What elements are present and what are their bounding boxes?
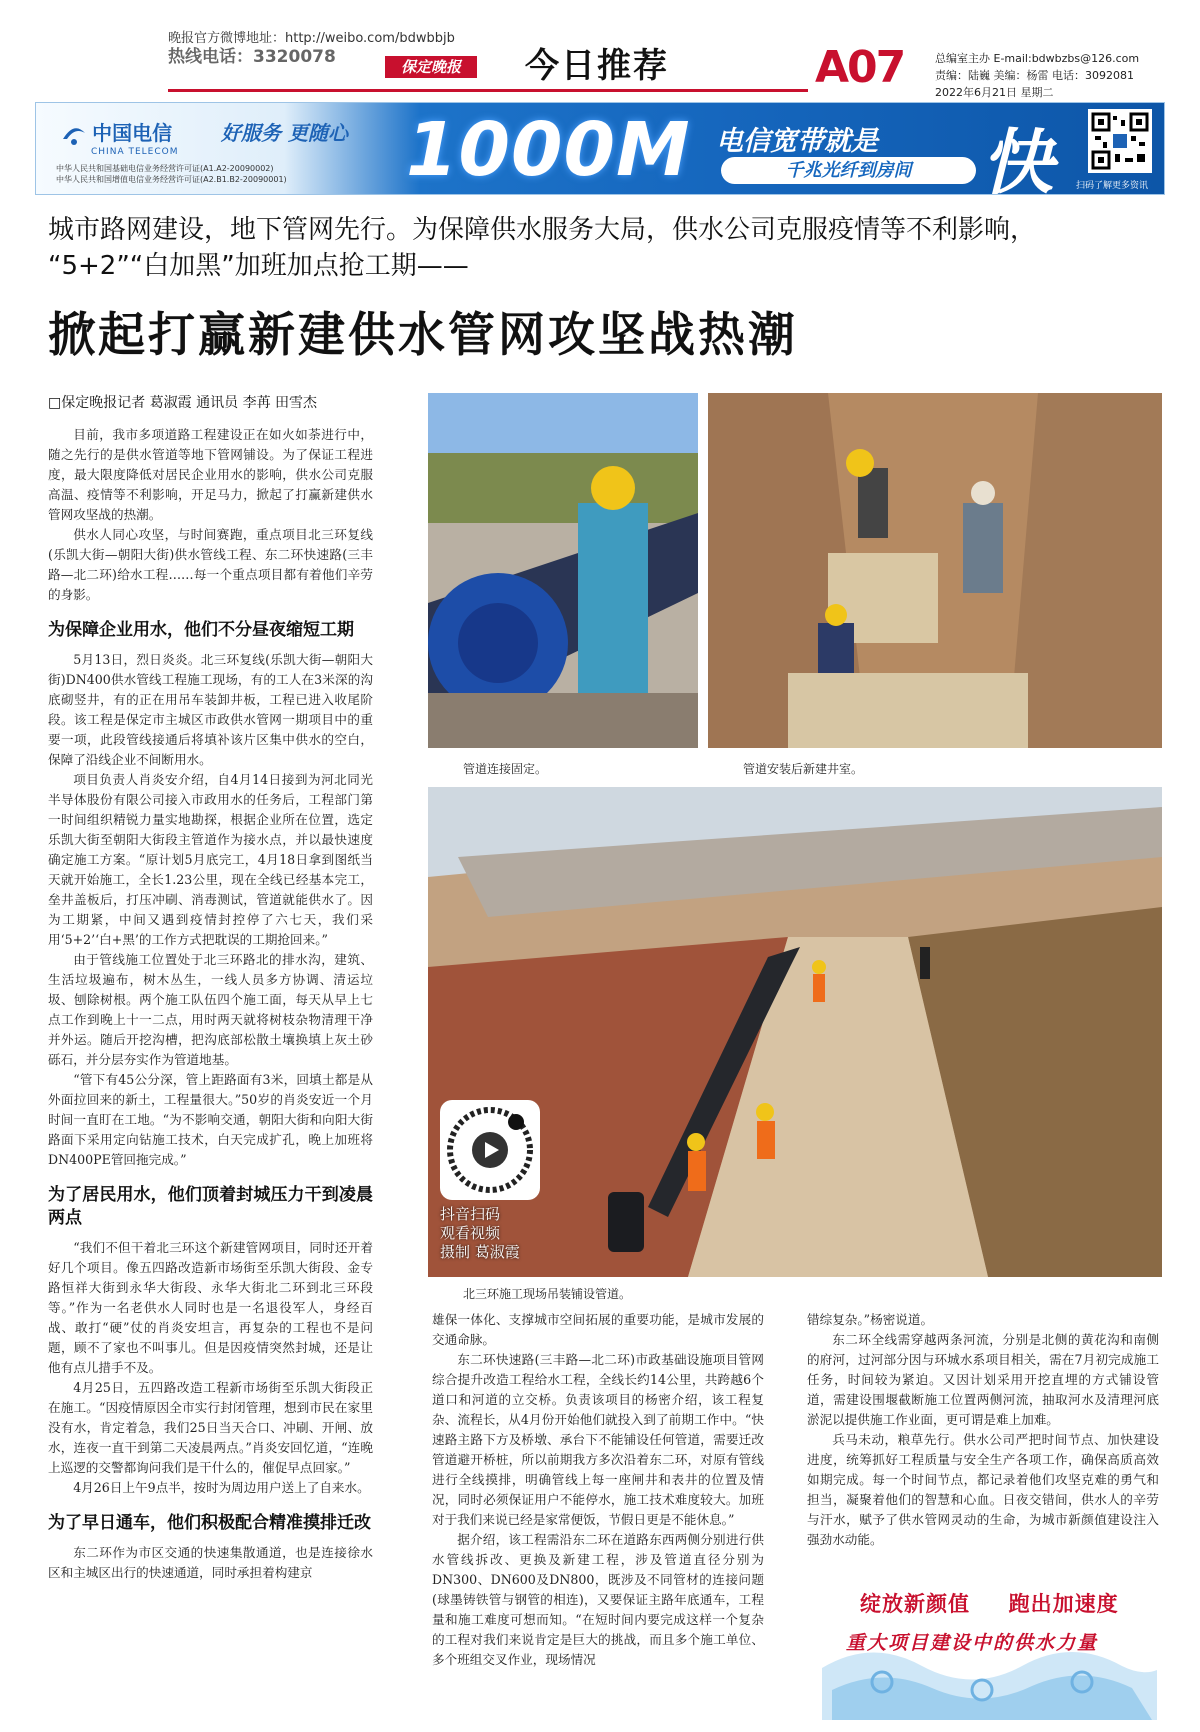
douyin-qr-card[interactable] <box>440 1100 540 1200</box>
pretitle-line-1: 城市路网建设，地下管网先行。为保障供水服务大局，供水公司克服疫情等不利影响， <box>48 215 1037 245</box>
photo-caption-2: 管道安装后新建井室。 <box>743 762 864 776</box>
paragraph: 4月25日，五四路改造工程新市场街至乐凯大街段正在施工。“因疫情原因全市实行封闭管理，想到市民在家里没有水，肯定着急，我们25日当天合口、冲刷、开闸、放水，连夜一直干到第二天凌晨两点。”肖炎安回忆道，“连晚上巡逻的交警都询问我们是干什么的，催促早点回家。” <box>48 1380 373 1475</box>
qr-text-3: 摄制 葛淑霞 <box>440 1243 520 1261</box>
article-column-2 <box>432 1310 764 1670</box>
telecom-ad-banner[interactable] <box>35 102 1165 195</box>
photo-pipe-laying <box>428 787 1162 1277</box>
paragraph: 东二环快速路(三丰路—北二环)市政基础设施项目管网综合提升改造工程给水工程，全线长约14公里，共跨越6个道口和河道的立交桥。负责该项目的杨密介绍，该工程复杂、流程长，从4月份开始他们就投入到了前期工作中。“快速路主路下方及桥墩、承台下不能铺设任何管道，需要迁改管道避开桥桩，所以前期我方多次沿着东二环，对原有管线进行全线摸排，明确管线上每一座闸井和表井的位置及情况，同时必须保证用户不能停水，施工技术难度较大。加班对于我们来说已经是家常便饭，节假日更是不能休息。” <box>432 1352 764 1527</box>
telecom-brand-en: CHINA TELECOM <box>91 146 179 157</box>
subheading-3: 为了早日通车，他们积极配合精准摸排迁改 <box>48 1513 371 1533</box>
article-column-3 <box>807 1310 1159 1550</box>
series-banner-line-2: 重大项目建设中的供水力量 <box>846 1632 1099 1654</box>
pretitle <box>48 212 1168 284</box>
ad-speed: 1000M <box>406 107 691 193</box>
byline: □保定晚报记者 葛淑霞 通讯员 李苒 田雪杰 <box>48 395 318 411</box>
paragraph: “管下有45公分深，管上距路面有3米，回填土都是从外面拉回来的新土，工程量很大。”50岁的肖炎安近一个月时间一直盯在工地。“为不影响交通，朝阳大街和向阳大街路面下采用定向钻施工技术，白天完成扩孔，晚上加班将DN400PE管回拖完成。” <box>48 1072 373 1167</box>
paragraph: 东二环全线需穿越两条河流，分别是北侧的黄花沟和南侧的府河，过河部分因与环城水系项目相关，需在7月初完成施工任务，时间较为紧迫。又因计划采用开挖直埋的方式铺设管道，需建设围堰截断施工位置两侧河流，抽取河水及清理河底淤泥以提供施工作业面，更可谓是难上加难。 <box>807 1332 1159 1427</box>
ad-line-1: 电信宽带就是 <box>716 126 878 157</box>
paragraph: 项目负责人肖炎安介绍，自4月14日接到为河北同光半导体股份有限公司接入市政用水的任务后，工程部门第一时间组织精锐力量实地勘探，根据企业所在位置，选定乐凯大街至朝阳大街段主管道作为接水点，并以最快速度确定施工方案。“原计划5月底完工，4月18日拿到图纸当天就开始施工，全长1.23公里，现在全线已经基本完工，垒井盖板后，打压冲刷、消毒测试，管道就能供水了。因为工期紧，中间又遇到疫情封控停了六七天，我们采用‘5+2’‘白+黑’的工作方式把耽误的工期抢回来。” <box>48 772 373 947</box>
page-number: A07 <box>815 42 905 93</box>
telecom-logo <box>61 117 178 157</box>
qr-text-1: 抖音扫码 <box>440 1205 501 1223</box>
paragraph: 兵马未动，粮草先行。供水公司严把时间节点、加快建设进度，统筹抓好工程质量与安全生产各项工作，确保高质高效如期完成。每一个时间节点，都记录着他们攻坚克难的勇气和担当，凝聚着他们的智慧和心血。日夜交错间，供水人的辛劳与汗水，赋予了供水管网灵动的生命，为城市新颜值建设注入强劲水动能。 <box>807 1432 1159 1547</box>
editor-names: 责编：陆巍 美编：杨雷 电话：3092081 <box>935 69 1134 82</box>
series-phrase-b: 跑出加速度 <box>1008 1592 1119 1616</box>
header-rule <box>168 89 808 92</box>
hotline: 热线电话：3320078 <box>168 47 336 67</box>
photo-pipe-connection <box>428 393 698 748</box>
section-title: 今日推荐 <box>525 46 669 86</box>
ad-line-2: 千兆光纤到房间 <box>721 157 976 184</box>
ad-slogan: 好服务 更随心 <box>221 121 348 145</box>
ad-licenses <box>56 163 287 185</box>
license-1: 中华人民共和国基础电信业务经营许可证(A1.A2-20090002) <box>56 164 274 173</box>
ad-qr-code[interactable] <box>1088 109 1152 173</box>
photo-caption-3: 北三环施工现场吊装铺设管道。 <box>463 1287 632 1301</box>
paragraph: 据介绍，该工程需沿东二环在道路东西两侧分别进行供水管线拆改、更换及新建工程，涉及管道直径分别为DN300、DN600及DN800，既涉及不同管材的连接问题(球墨铸铁管与钢管的相连)，又要保证主路年底通车，工程量和施工难度可想而知。“在短时间内要完成这样一个复杂的工程对我们来说肯定是巨大的挑战，而且多个施工单位、多个班组交叉作业，现场情况 <box>432 1532 764 1667</box>
ad-qr-caption: 扫码了解更多资讯 <box>1076 181 1149 191</box>
paragraph: 雄保一体化、支撑城市空间拓展的重要功能，是城市发展的交通命脉。 <box>432 1312 764 1347</box>
subheading-2: 为了居民用水，他们顶着封城压力干到凌晨两点 <box>48 1185 373 1228</box>
telecom-brand-cn: 中国电信 <box>92 121 173 145</box>
paragraph: “我们不但干着北三环这个新建管网项目，同时还开着好几个项目。像五四路改造新市场街至乐凯大街段、金专路恒祥大街到永华大街段、永华大街北二环到北三环段等。”作为一名老供水人同时也是一名退役军人，身经百战、敢打“硬”仗的肖炎安坦言，再复杂的工程也不是问题，顾不了家也不叫事儿。但是因疫情突然封城，还是让他有点儿措手不及。 <box>48 1240 373 1375</box>
telecom-logo-icon <box>61 125 87 147</box>
paragraph: 东二环作为市区交通的快速集散通道，也是连接徐水区和主城区出行的快速通道，同时承担着构建京 <box>48 1545 373 1580</box>
headline: 掀起打赢新建供水管网攻坚战热潮 <box>48 308 798 363</box>
subheading-1: 为保障企业用水，他们不分昼夜缩短工期 <box>48 620 354 640</box>
pretitle-line-2: “5+2”“白加黑”加班加点抢工期—— <box>48 251 469 281</box>
issue-date: 2022年6月21日 星期二 <box>935 86 1054 99</box>
paragraph: 5月13日，烈日炎炎。北三环复线(乐凯大街—朝阳大街)DN400供水管线工程施工现场，有的工人在3米深的沟底砌竖井，有的正在用吊车装卸井板，工程已进入收尾阶段。该工程是保定市主城区市政供水管网一期项目中的重要一项，此段管线接通后将填补该片区集中供水的空白，保障了沿线企业不间断用水。 <box>48 652 373 767</box>
photo-well-construction <box>708 393 1162 748</box>
editor-info <box>935 50 1139 101</box>
paragraph: 由于管线施工位置处于北三环路北的排水沟，建筑、生活垃圾遍布，树木丛生，一线人员多方协调、清运垃圾、刨除树根。两个施工队伍四个施工面，每天从早上七点工作到晚上十一二点，用时两天就将树枝杂物清理干净并外运。随后开挖沟槽，把沟底部松散土壤换填上灰土砂砾石，并分层夯实作为管道地基。 <box>48 952 373 1067</box>
douyin-qr-text <box>440 1205 520 1262</box>
series-phrase-a: 绽放新颜值 <box>860 1592 970 1616</box>
article-column-1 <box>48 425 373 1583</box>
paragraph: 错综复杂。”杨密说道。 <box>807 1312 934 1327</box>
paragraph: 供水人同心攻坚，与时间赛跑，重点项目北三环复线(乐凯大街—朝阳大街)供水管线工程、东二环快速路(三丰路—北二环)给水工程……每一个重点项目都有着他们辛劳的身影。 <box>48 527 373 602</box>
weibo-address: 晚报官方微博地址：http://weibo.com/bdwbbjb <box>168 31 455 46</box>
license-2: 中华人民共和国增值电信业务经营许可证(A2.B1.B2-20090001) <box>56 175 287 184</box>
paper-logo: 保定晚报 <box>385 56 477 78</box>
paragraph: 目前，我市多项道路工程建设正在如火如荼进行中，随之先行的是供水管道等地下管网铺设。为了保证工程进度，最大限度降低对居民企业用水的影响，供水公司克服高温、疫情等不利影响，开足马力，掀起了打赢新建供水管网攻坚战的热潮。 <box>48 427 373 522</box>
series-banner-line-1 <box>860 1588 1119 1618</box>
editor-email: 总编室主办 E-mail:bdwbzbs@126.com <box>935 52 1140 65</box>
qr-text-2: 观看视频 <box>440 1224 501 1242</box>
photo-caption-1: 管道连接固定。 <box>463 762 548 776</box>
paragraph: 4月26日上午9点半，按时为周边用户送上了自来水。 <box>73 1480 370 1495</box>
ad-fast: 快 <box>981 121 1054 195</box>
